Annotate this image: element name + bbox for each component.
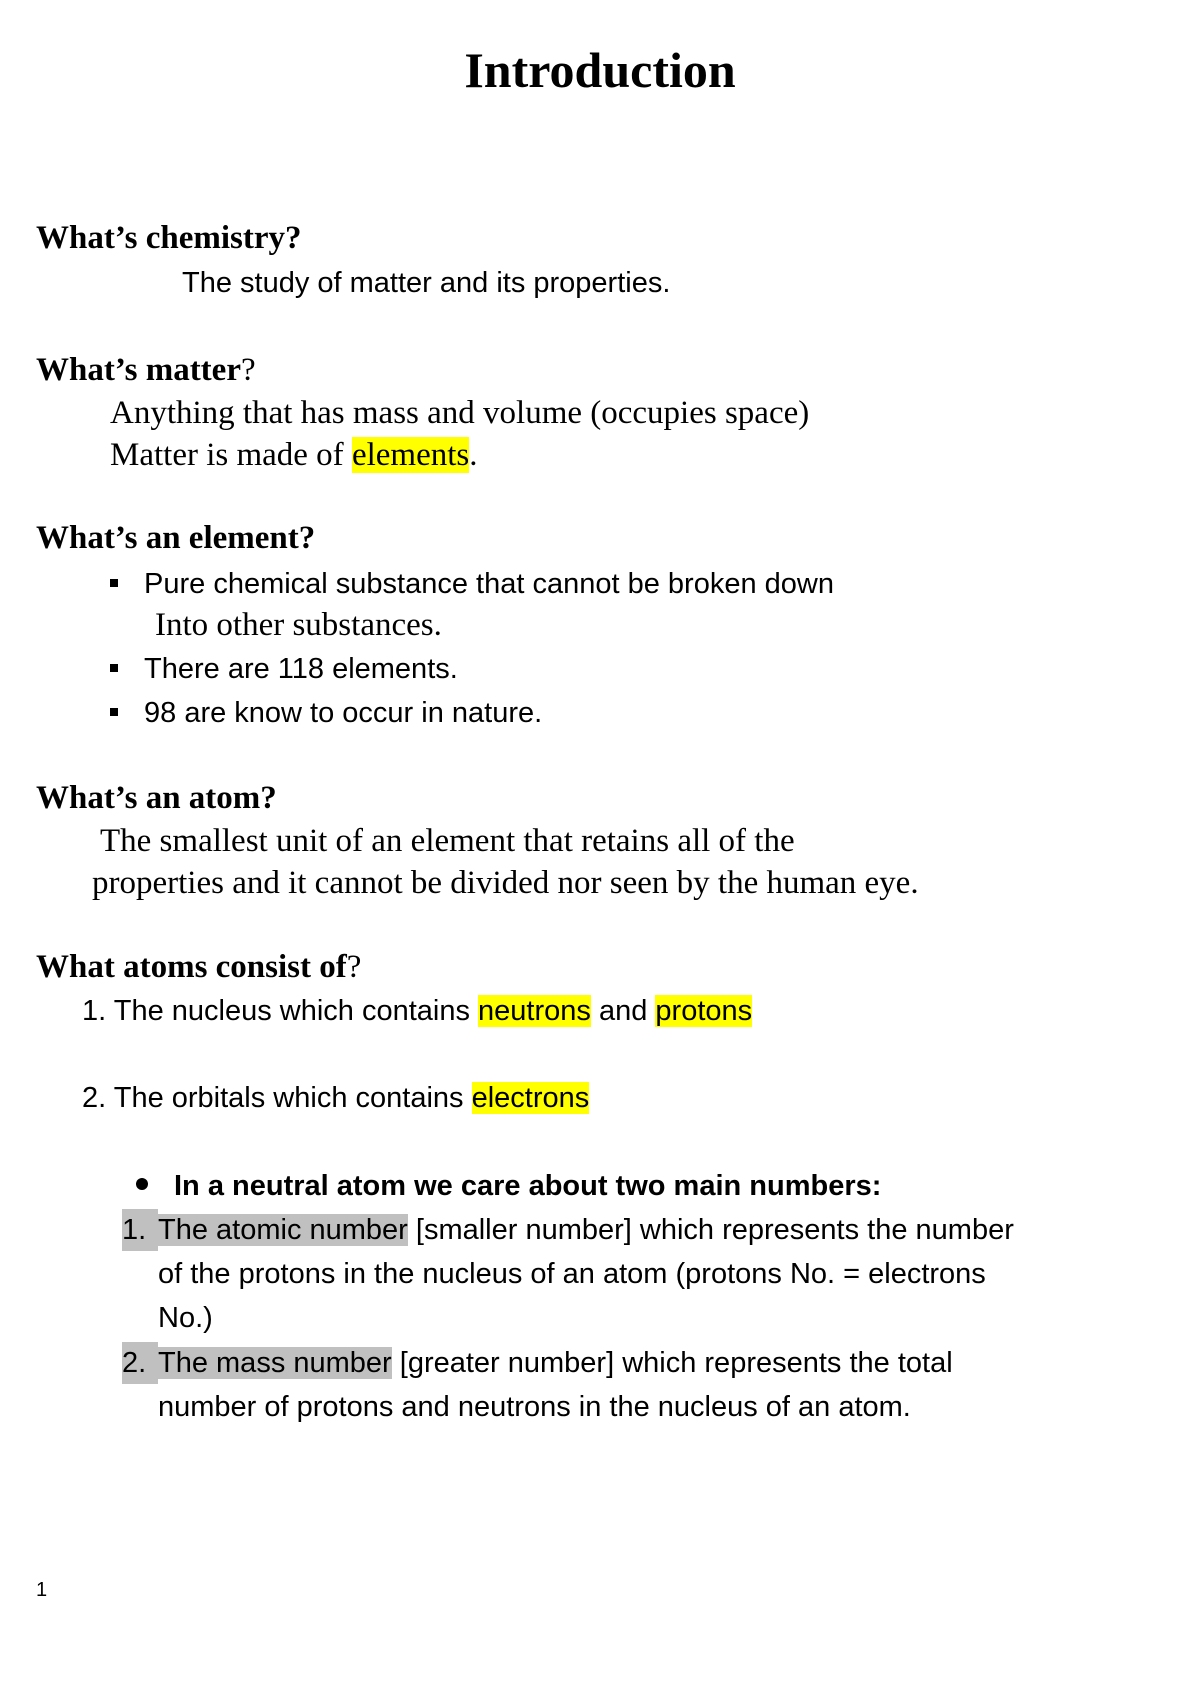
- round-bullet-icon: [136, 1178, 148, 1190]
- consist-item-1-num: 1.: [82, 995, 107, 1027]
- atomic-number-item: [122, 1209, 1014, 1251]
- element-bullet-1-cont: Into other substances.: [155, 607, 442, 643]
- highlight-electrons: electrons: [471, 1082, 590, 1114]
- highlight-protons: protons: [655, 995, 753, 1027]
- square-bullet-icon: [110, 579, 118, 587]
- heading-consist-text: What atoms consist of: [36, 949, 347, 985]
- mass-number-item-num: 2.: [122, 1342, 158, 1384]
- element-bullet-1-text: Pure chemical substance that cannot be broken down: [144, 568, 834, 600]
- consist-item-1-mid: and: [590, 995, 656, 1027]
- consist-item-2-num: 2.: [82, 1082, 107, 1114]
- atomic-number-line-2: of the protons in the nucleus of an atom (protons No. = electrons: [158, 1258, 986, 1290]
- consist-item-2: [82, 1077, 589, 1119]
- highlight-atomic-number: The atomic number: [158, 1214, 408, 1246]
- matter-line-2-post: .: [469, 437, 478, 473]
- atomic-number-item-num: 1.: [122, 1209, 158, 1251]
- highlight-elements: elements: [351, 437, 470, 473]
- mass-number-item-rest: [greater number] which represents the total: [391, 1347, 953, 1379]
- page-number: 1: [36, 1579, 48, 1601]
- matter-line-1: Anything that has mass and volume (occupies space): [110, 395, 810, 431]
- matter-line-2-pre: Matter is made of: [110, 437, 352, 473]
- neutral-atom-bullet-text: In a neutral atom we care about two main numbers:: [174, 1170, 882, 1202]
- atom-line-1: The smallest unit of an element that retains all of the: [100, 823, 795, 859]
- heading-consist: [36, 947, 361, 987]
- heading-atom: What’s an atom?: [36, 780, 277, 816]
- highlight-mass-number: The mass number: [158, 1347, 392, 1379]
- atomic-number-item-rest: [smaller number] which represents the number: [407, 1214, 1014, 1246]
- square-bullet-icon: [110, 664, 118, 672]
- heading-element: What’s an element?: [36, 520, 316, 556]
- chemistry-answer: The study of matter and its properties.: [182, 267, 671, 299]
- consist-item-2-pre: The orbitals which contains: [113, 1082, 472, 1114]
- page-title: Introduction: [464, 42, 736, 98]
- atom-line-2: properties and it cannot be divided nor seen by the human eye.: [92, 865, 919, 901]
- neutral-atom-bullet: [136, 1165, 881, 1207]
- matter-line-2: [110, 434, 477, 476]
- consist-item-1: [82, 990, 752, 1032]
- element-bullet-1: [110, 563, 834, 605]
- consist-item-1-pre: The nucleus which contains: [113, 995, 479, 1027]
- square-bullet-icon: [110, 708, 118, 716]
- heading-matter: [36, 350, 256, 390]
- heading-matter-text: What’s matter: [36, 352, 241, 388]
- atomic-number-line-3: No.): [158, 1302, 213, 1334]
- element-bullet-2: [110, 648, 458, 690]
- heading-matter-qmark: ?: [240, 352, 256, 388]
- mass-number-line-2: number of protons and neutrons in the nucleus of an atom.: [158, 1391, 911, 1423]
- heading-consist-qmark: ?: [346, 949, 362, 985]
- mass-number-item: [122, 1342, 953, 1384]
- heading-chemistry: What’s chemistry?: [36, 220, 302, 256]
- element-bullet-3: [110, 692, 542, 734]
- highlight-neutrons: neutrons: [478, 995, 591, 1027]
- element-bullet-3-text: 98 are know to occur in nature.: [144, 697, 543, 729]
- element-bullet-2-text: There are 118 elements.: [144, 653, 458, 685]
